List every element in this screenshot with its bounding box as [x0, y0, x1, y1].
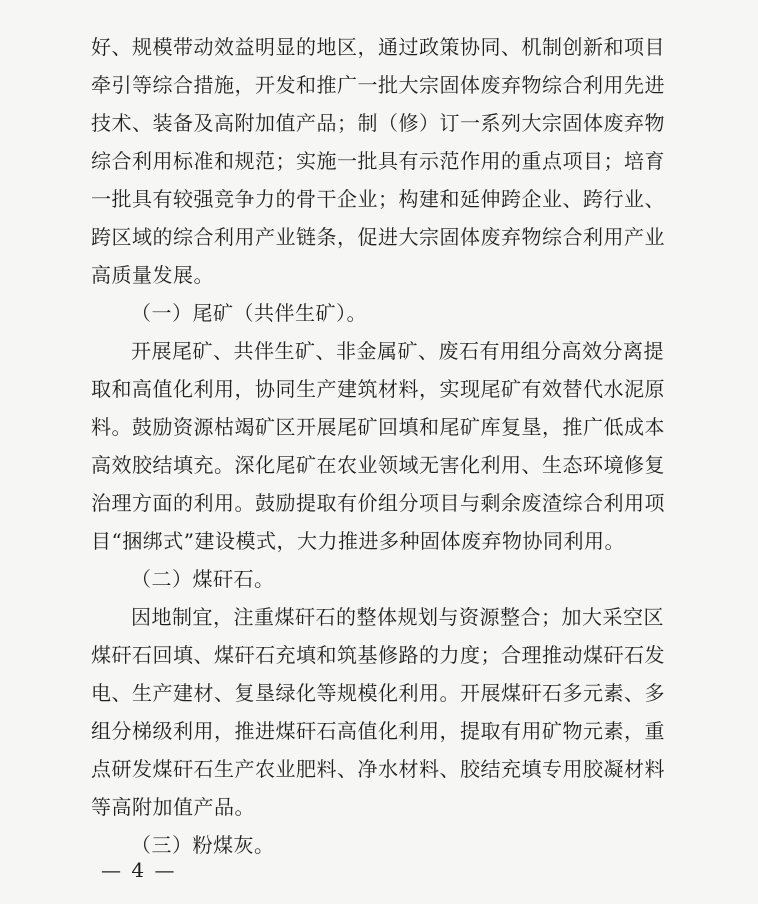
text-line: 高效胶结填充。深化尾矿在农业领域无害化利用、生态环境修复 — [91, 453, 665, 477]
document-body — [91, 28, 663, 864]
text-line: 跨区域的综合利用产业链条，促进大宗固体废弃物综合利用产业 — [91, 225, 665, 249]
section-heading: （一）尾矿（共伴生矿）。 — [131, 301, 367, 325]
page-number: — 4 — — [101, 858, 177, 882]
text-line: 组分梯级利用，推进煤矸石高值化利用，提取有用矿物元素，重 — [91, 719, 665, 743]
text-line: 综合利用标准和规范；实施一批具有示范作用的重点项目；培育 — [91, 149, 665, 173]
text-line: 取和高值化利用，协同生产建筑材料，实现尾矿有效替代水泥原 — [91, 377, 665, 401]
text-line: 技术、装备及高附加值产品；制（修）订一系列大宗固体废弃物 — [91, 111, 665, 135]
paragraph-last-line: 高质量发展。 — [91, 263, 214, 287]
text-line: 点研发煤矸石生产农业肥料、净水材料、胶结充填专用胶凝材料 — [91, 757, 665, 781]
text-line: 治理方面的利用。鼓励提取有价组分项目与剩余废渣综合利用项 — [91, 491, 665, 515]
text-line: 牵引等综合措施，开发和推广一批大宗固体废弃物综合利用先进 — [91, 73, 665, 97]
section-heading: （三）粉煤灰。 — [131, 833, 275, 857]
text-line: 好、规模带动效益明显的地区，通过政策协同、机制创新和项目 — [91, 35, 665, 59]
text-line: 料。鼓励资源枯竭矿区开展尾矿回填和尾矿库复垦，推广低成本 — [91, 415, 665, 439]
paragraph-last-line: 等高附加值产品。 — [91, 795, 255, 819]
paragraph-first-line: 开展尾矿、共伴生矿、非金属矿、废石有用组分高效分离提 — [131, 339, 664, 363]
text-line: 一批具有较强竞争力的骨干企业；构建和延伸跨企业、跨行业、 — [91, 187, 665, 211]
text-line: 煤矸石回填、煤矸石充填和筑基修路的力度；合理推动煤矸石发 — [91, 643, 665, 667]
paragraph-last-line: 目“捆绑式”建设模式，大力推进多种固体废弃物协同利用。 — [91, 529, 625, 553]
paragraph-first-line: 因地制宜，注重煤矸石的整体规划与资源整合；加大采空区 — [131, 605, 664, 629]
text-line: 电、生产建材、复垦绿化等规模化利用。开展煤矸石多元素、多 — [91, 681, 665, 705]
section-heading: （二）煤矸石。 — [131, 567, 275, 591]
